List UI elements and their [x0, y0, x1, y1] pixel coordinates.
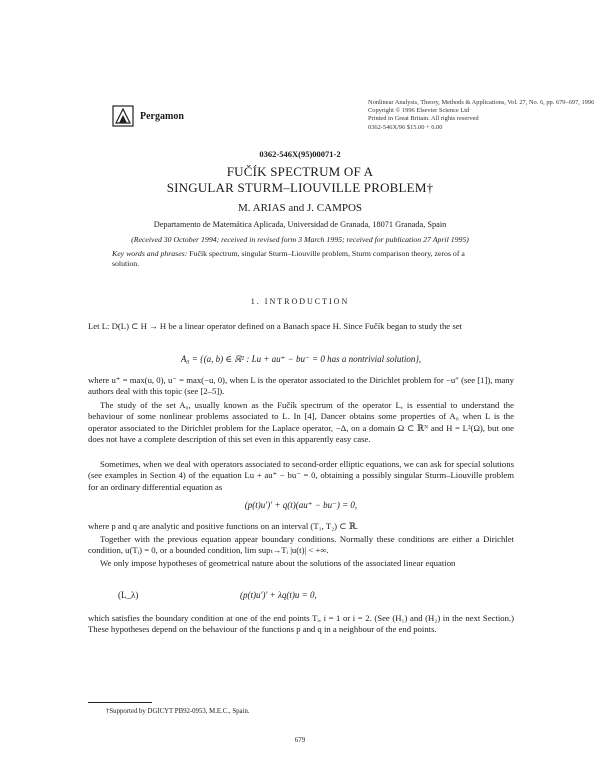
paper-title [0, 164, 600, 196]
received-dates: (Received 30 October 1994; received in revised form 3 March 1995; received for publication 27 April 1995) [131, 235, 469, 244]
keywords [112, 249, 487, 269]
paragraph-4: Sometimes, when we deal with operators associated to second-order elliptic equations, we can ask for special solutions (see examples in Section 4) of the equation Lu + au⁺ − bu⁻ = 0, obtaining a possibly singular Sturm–Liouville problem for an ordinary differential equation as [88, 459, 514, 492]
keywords-text: Fučík spectrum, singular Sturm–Liouville problem, Sturm comparison theory, zeros of a solution. [112, 249, 465, 268]
paragraph-8: which satisfies the boundary condition at one of the end points Tᵢ, i = 1 or i = 2. (See (H₁) and (H₂) in the next Section.) These hypotheses depend on the behaviour of the functions p and q in a neighbour of the end points. [88, 613, 514, 635]
paragraph-1: Let L: D(L) ⊂ H → H be a linear operator defined on a Banach space H. Since Fučík began to study the set [88, 321, 462, 331]
journal-line: Copyright © 1996 Elsevier Science Ltd [368, 107, 470, 115]
pergamon-logo-icon [112, 105, 134, 127]
title-line-1: FUČÍK SPECTRUM OF A [226, 164, 374, 179]
page-number: 679 [294, 737, 306, 744]
journal-line: Printed in Great Britain. All rights reserved [368, 115, 479, 123]
authors: M. ARIAS and J. CAMPOS [237, 202, 363, 214]
paragraph-5: where p and q are analytic and positive functions on an interval (T₁, T₂) ⊂ ℝ. [88, 521, 359, 531]
journal-line: Nonlinear Analysis, Theory, Methods & Applications, Vol. 27, No. 6, pp. 679–697, 1996 [368, 99, 595, 106]
publisher-name: Pergamon [140, 110, 184, 122]
paragraph-2: where u⁺ = max(u, 0), u⁻ = max(−u, 0), when L is the operator associated to the Dirichlet problem for −u″ (see [1]), many authors deal with this topic (see [2–5]). [88, 375, 514, 397]
equation-a0: A₀ = {(a, b) ∈ ℝ² : Lu + au⁺ − bu⁻ = 0 has a nontrivial solution}, [180, 354, 422, 364]
affiliation: Departamento de Matemática Aplicada, Universidad de Granada, 18071 Granada, Spain [153, 220, 447, 229]
equation-sturm-liouville: (p(t)u′)′ + q(t)(au⁺ − bu⁻) = 0, [244, 500, 358, 510]
journal-line: 0362-546X/96 $15.00 + 0.00 [368, 123, 443, 131]
paragraph-7: We only impose hypotheses of geometrical nature about the solutions of the associated linear equation [100, 558, 456, 568]
equation-linear: (p(t)u′)′ + λq(t)u = 0, [240, 590, 317, 600]
equation-label: (L_λ) [118, 590, 139, 600]
title-line-2: SINGULAR STURM–LIOUVILLE PROBLEM† [166, 180, 434, 195]
publisher-logo [112, 105, 184, 127]
section-heading: 1. INTRODUCTION [250, 297, 350, 306]
footnote-divider [88, 702, 152, 703]
footnote: †Supported by DGICYT PB92-0953, M.E.C., Spain. [106, 708, 250, 715]
paragraph-3: The study of the set A₀, usually known as the Fučík spectrum of the operator L, is essential to understand the behaviour of some nonlinear problems associated to L. In [4], Dancer obtains some properties of A₀ when L is the operator associated to the Dirichlet problem for the Laplace operator, −Δ, on a domain Ω ⊂ ℝᴺ and H = L²(Ω), but one does not have a complete description of this set even in this apparently easy case. [88, 400, 514, 445]
journal-info [368, 99, 594, 132]
keywords-label: Key words and phrases: [112, 249, 188, 258]
paragraph-6: Together with the previous equation appear boundary conditions. Normally these conditions are either a Dirichlet condition, u(Tᵢ) = 0, or a bounded condition, lim supₜ→Tᵢ |u(t)| < +∞. [88, 534, 514, 556]
article-code: 0362-546X(95)00071-2 [259, 149, 341, 159]
